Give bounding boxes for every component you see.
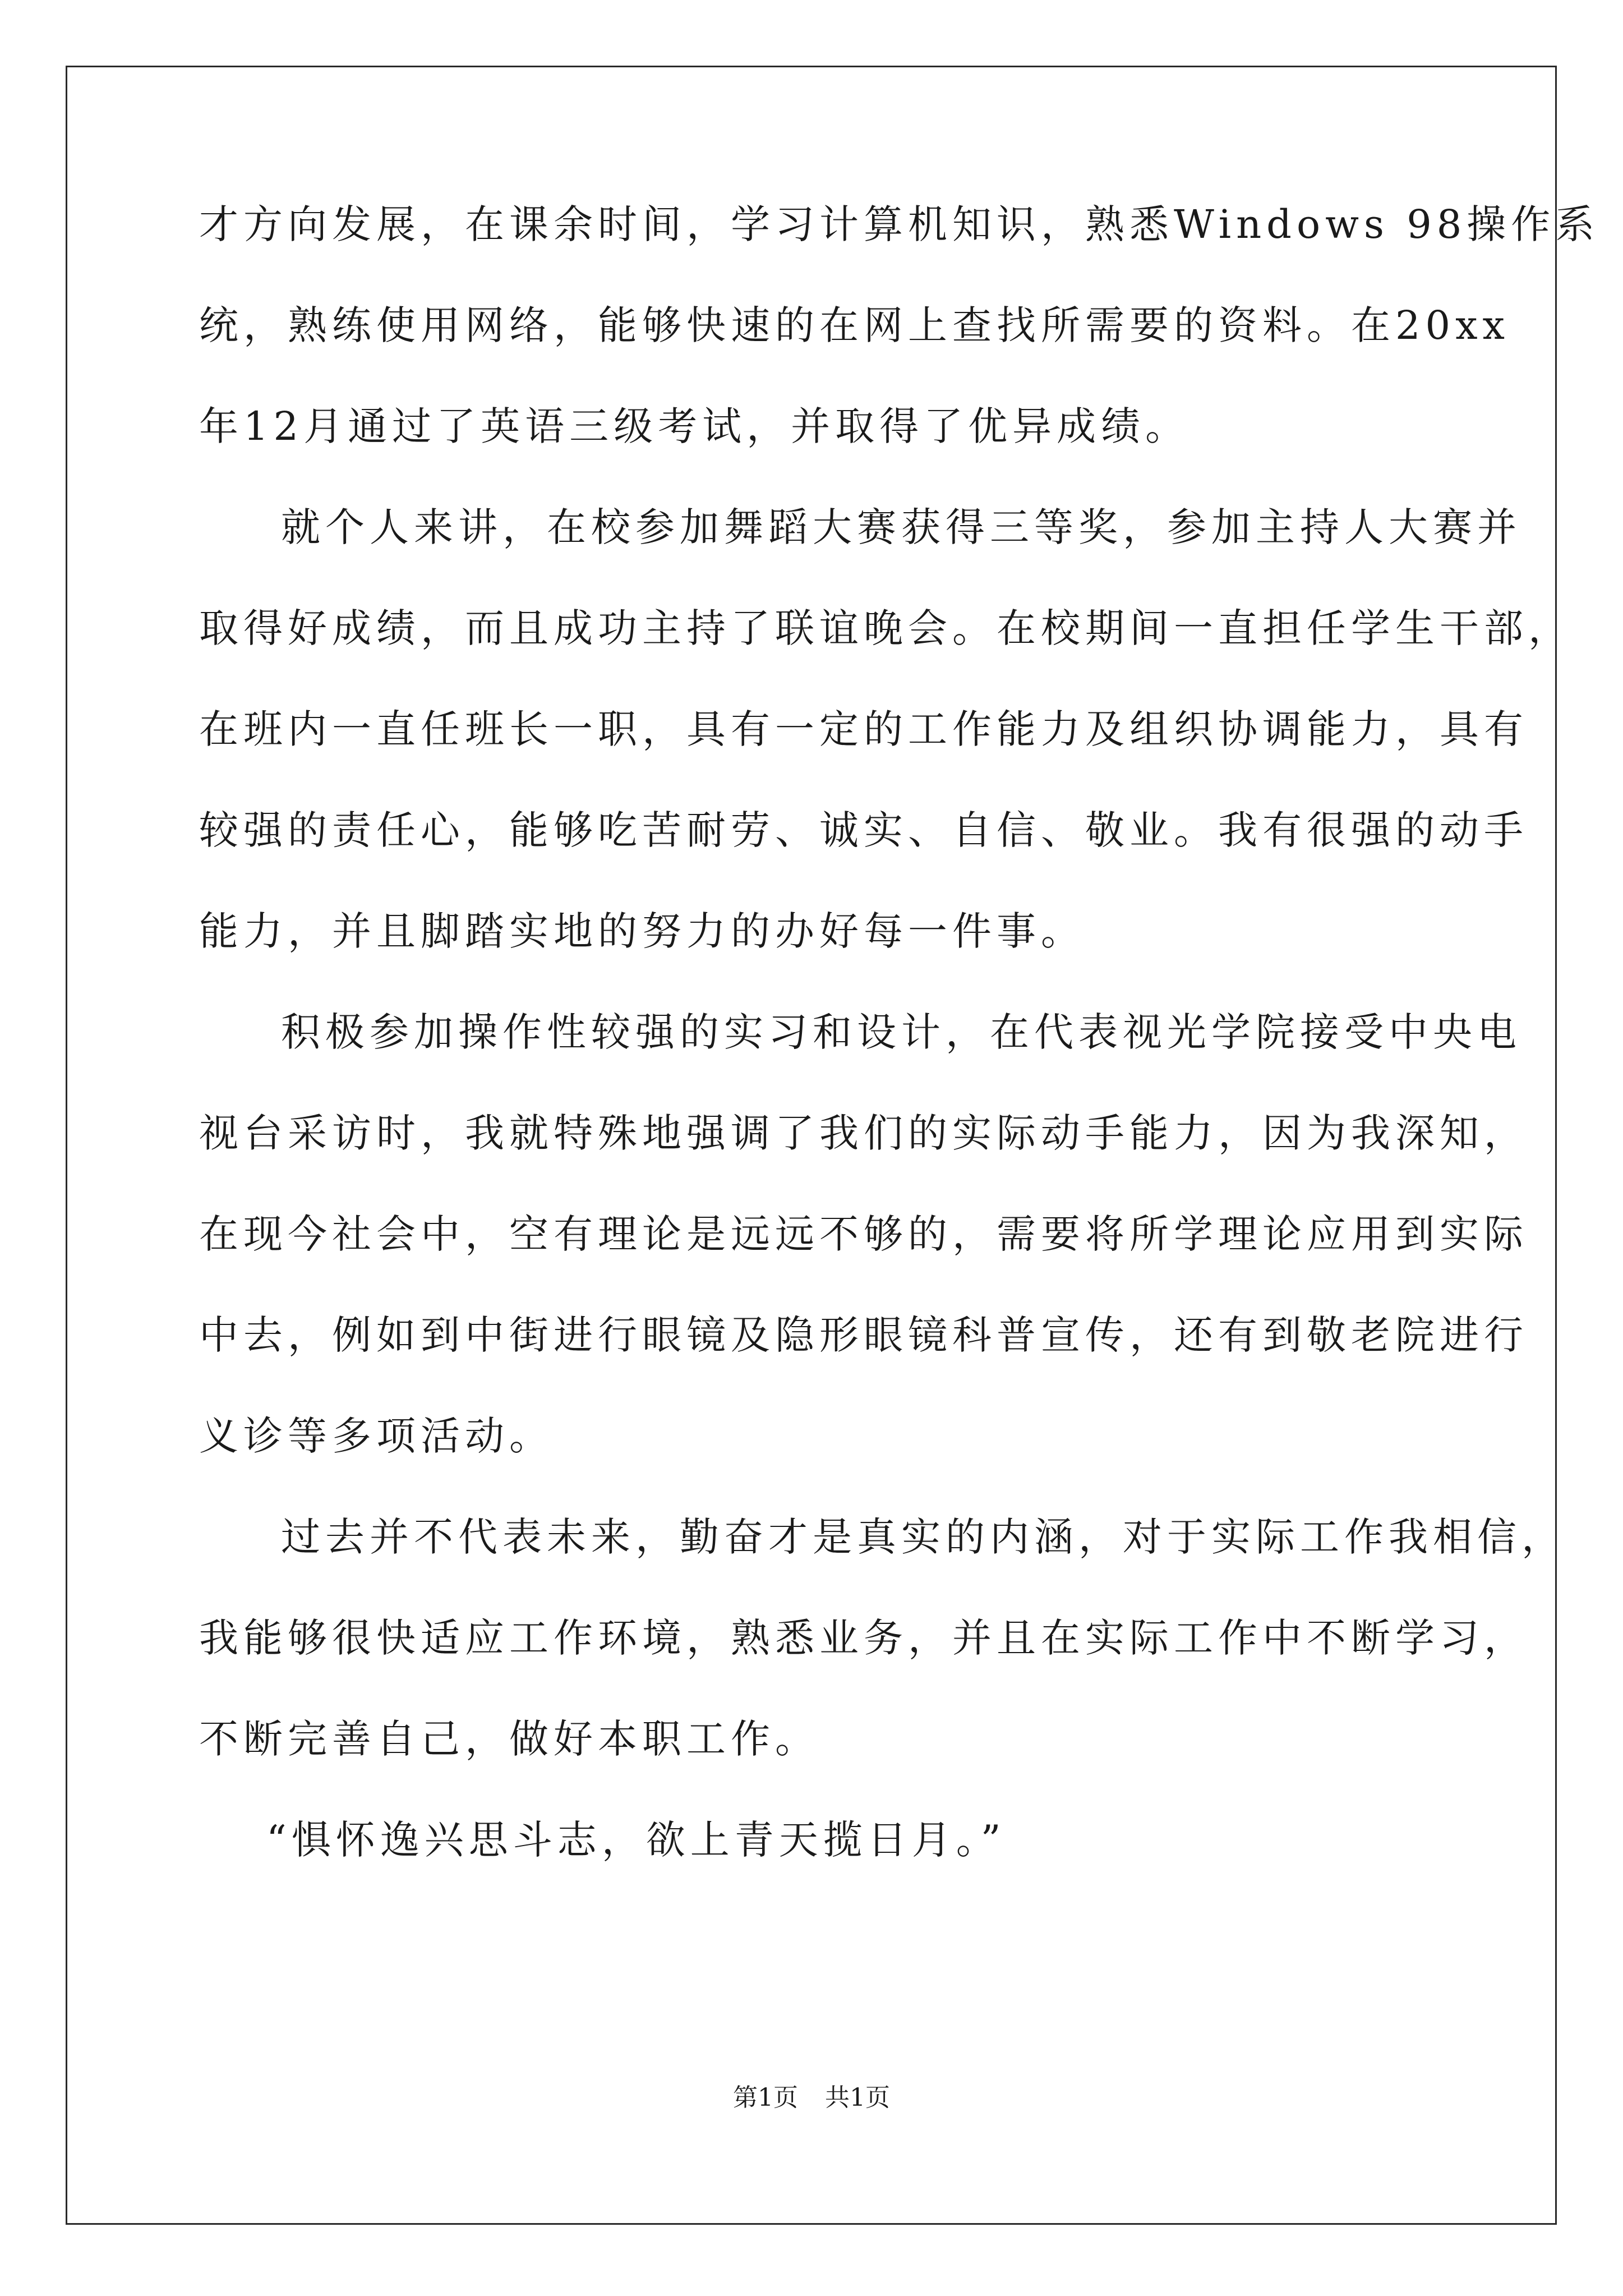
text-line: 取得好成绩，而且成功主持了联谊晚会。在校期间一直担任学生干部，	[199, 605, 1573, 651]
paragraph-first-line: 就个人来讲，在校参加舞蹈大赛获得三等奖，参加主持人大赛并	[281, 504, 1521, 550]
closing-quote: “惧怀逸兴思斗志，欲上青天揽日月。”	[266, 1817, 1006, 1863]
paragraph-first-line: 过去并不代表未来，勤奋才是真实的内涵，对于实际工作我相信，	[281, 1514, 1566, 1560]
text-line: 我能够很快适应工作环境，熟悉业务，并且在实际工作中不断学习，	[199, 1615, 1528, 1661]
text-line: 视台采访时，我就特殊地强调了我们的实际动手能力，因为我深知，	[199, 1110, 1528, 1156]
text-line: 统，熟练使用网络，能够快速的在网上查找所需要的资料。在20xx	[199, 302, 1510, 348]
page-footer	[0, 2082, 1623, 2114]
page-number-current: 第1页	[733, 2083, 798, 2112]
text-line: 才方向发展，在课余时间，学习计算机知识，熟悉Windows 98操作系	[199, 201, 1600, 247]
text-line: 在班内一直任班长一职，具有一定的工作能力及组织协调能力，具有	[199, 706, 1528, 752]
text-line: 不断完善自己，做好本职工作。	[199, 1716, 819, 1762]
page-number-total: 共1页	[825, 2083, 890, 2112]
text-line: 义诊等多项活动。	[199, 1413, 554, 1459]
text-line: 能力，并且脚踏实地的努力的办好每一件事。	[199, 908, 1085, 954]
text-line: 年12月通过了英语三级考试，并取得了优异成绩。	[199, 403, 1190, 449]
text-line: 较强的责任心，能够吃苦耐劳、诚实、自信、敬业。我有很强的动手	[199, 807, 1528, 853]
text-line: 中去，例如到中街进行眼镜及隐形眼镜科普宣传，还有到敬老院进行	[199, 1312, 1528, 1358]
text-line: 在现今社会中，空有理论是远远不够的，需要将所学理论应用到实际	[199, 1211, 1528, 1257]
paragraph-first-line: 积极参加操作性较强的实习和设计，在代表视光学院接受中央电	[281, 1009, 1521, 1055]
